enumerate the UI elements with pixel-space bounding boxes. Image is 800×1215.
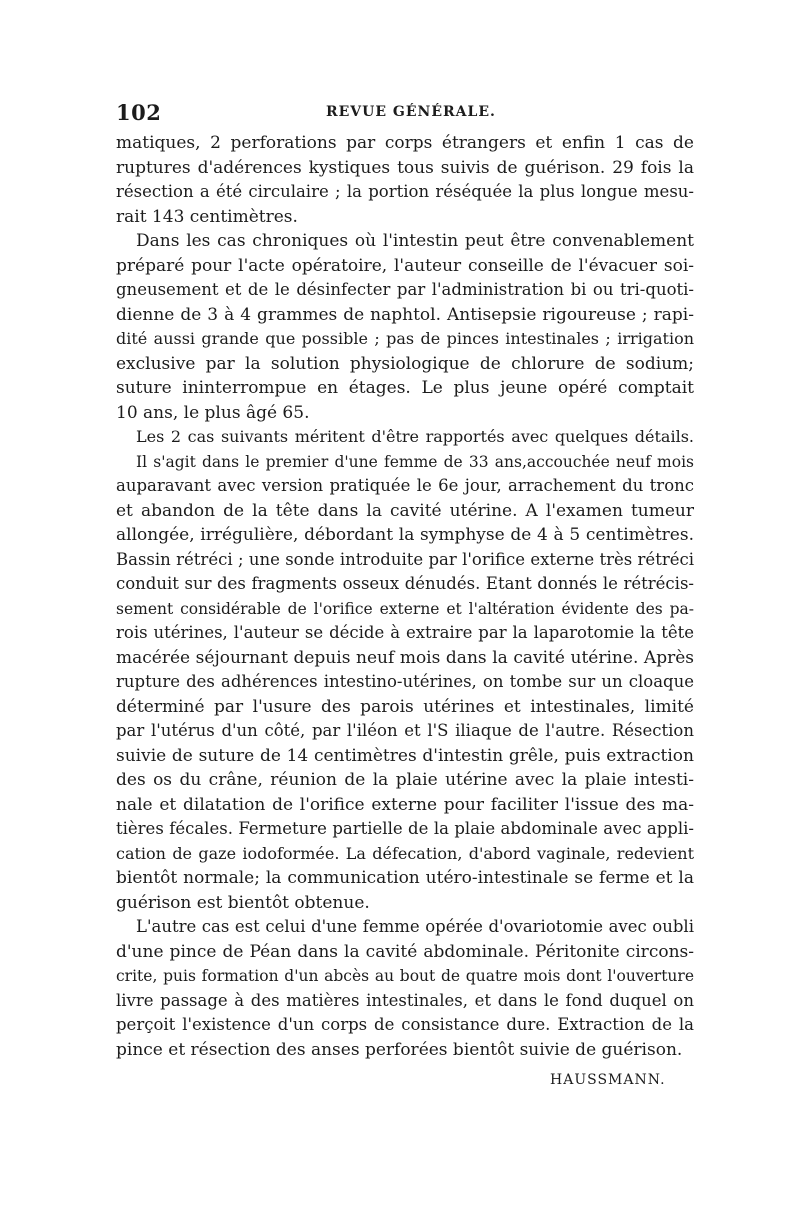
text-line: tières fécales. Fermeture partielle de la plaie abdominale avec appli- bbox=[116, 819, 694, 838]
journal-title: REVUE GÉNÉRALE. bbox=[326, 104, 496, 120]
text-line: suivie de suture de 14 centimètres d'intestin grêle, puis extraction bbox=[116, 745, 694, 766]
running-head bbox=[116, 100, 696, 126]
text-line: rois utérines, l'auteur se décide à extraire par la laparotomie la tête bbox=[116, 623, 694, 642]
text-line: matiques, 2 perforations par corps étrangers et enfin 1 cas de bbox=[116, 133, 694, 153]
text-line: rait 143 centimètres. bbox=[116, 206, 298, 227]
text-line: bientôt normale; la communication utéro-intestinale se ferme et la bbox=[116, 868, 694, 888]
text-line: auparavant avec version pratiquée le 6e jour, arrachement du tronc bbox=[116, 476, 694, 495]
text-line: ruptures d'adérences kystiques tous suivis de guérison. 29 fois la bbox=[116, 157, 694, 178]
text-line: livre passage à des matières intestinales, et dans le fond duquel on bbox=[116, 990, 694, 1010]
text-line: suture ininterrompue en étages. Le plus jeune opéré comptait bbox=[116, 378, 694, 398]
text-line: 10 ans, le plus âgé 65. bbox=[116, 402, 310, 423]
text-line: L'autre cas est celui d'une femme opérée d'ovariotomie avec oubli bbox=[136, 917, 694, 936]
text-line: résection a été circulaire ; la portion réséquée la plus longue mesu- bbox=[116, 182, 694, 201]
text-line: conduit sur des fragments osseux dénudés. Etant donnés le rétrécis- bbox=[116, 574, 694, 593]
text-line: perçoit l'existence d'un corps de consistance dure. Extraction de la bbox=[116, 1015, 694, 1034]
text-line: dienne de 3 à 4 grammes de naphtol. Antisepsie rigoureuse ; rapi- bbox=[116, 304, 694, 325]
text-line: Dans les cas chroniques où l'intestin peut être convenablement bbox=[136, 231, 694, 251]
text-line: Bassin rétréci ; une sonde introduite par l'orifice externe très rétréci bbox=[116, 549, 694, 569]
author-signature: HAUSSMANN. bbox=[550, 1072, 666, 1088]
text-line: déterminé par l'usure des parois utérines et intestinales, limité bbox=[116, 696, 694, 717]
body-text bbox=[116, 131, 694, 1062]
text-line: rupture des adhérences intestino-utérines, on tombe sur un cloaque bbox=[116, 672, 694, 691]
page-number: 102 bbox=[116, 100, 162, 125]
text-line: allongée, irrégulière, débordant la symphyse de 4 à 5 centimètres. bbox=[116, 525, 694, 545]
text-line: Il s'agit dans le premier d'une femme de 33 ans,accouchée neuf mois bbox=[136, 452, 694, 471]
text-line: et abandon de la tête dans la cavité utérine. A l'examen tumeur bbox=[116, 500, 694, 521]
text-line: pince et résection des anses perforées bientôt suivie de guérison. bbox=[116, 1039, 683, 1060]
text-line: préparé pour l'acte opératoire, l'auteur conseille de l'évacuer soi- bbox=[116, 255, 694, 276]
text-line: sement considérable de l'orifice externe et l'altération évidente des pa- bbox=[116, 599, 694, 618]
text-line: cation de gaze iodoformée. La défecation, d'abord vaginale, redevient bbox=[116, 843, 694, 863]
text-line: macérée séjournant depuis neuf mois dans la cavité utérine. Après bbox=[116, 647, 694, 668]
text-line: des os du crâne, réunion de la plaie utérine avec la plaie intesti- bbox=[116, 770, 694, 790]
text-line: exclusive par la solution physiologique de chlorure de sodium; bbox=[116, 353, 694, 374]
text-line: nale et dilatation de l'orifice externe pour faciliter l'issue des ma- bbox=[116, 794, 694, 815]
text-line: par l'utérus d'un côté, par l'iléon et l'S iliaque de l'autre. Résection bbox=[116, 721, 694, 740]
text-line: dité aussi grande que possible ; pas de pinces intestinales ; irrigation bbox=[116, 329, 694, 348]
text-line: gneusement et de le désinfecter par l'administration bi ou tri-quoti- bbox=[116, 280, 694, 299]
text-line: crite, puis formation d'un abcès au bout de quatre mois dont l'ouverture bbox=[116, 967, 694, 985]
text-line: guérison est bientôt obtenue. bbox=[116, 892, 370, 913]
text-line: Les 2 cas suivants méritent d'être rapportés avec quelques détails. bbox=[136, 427, 694, 446]
text-line: d'une pince de Péan dans la cavité abdominale. Péritonite circons- bbox=[116, 941, 694, 962]
